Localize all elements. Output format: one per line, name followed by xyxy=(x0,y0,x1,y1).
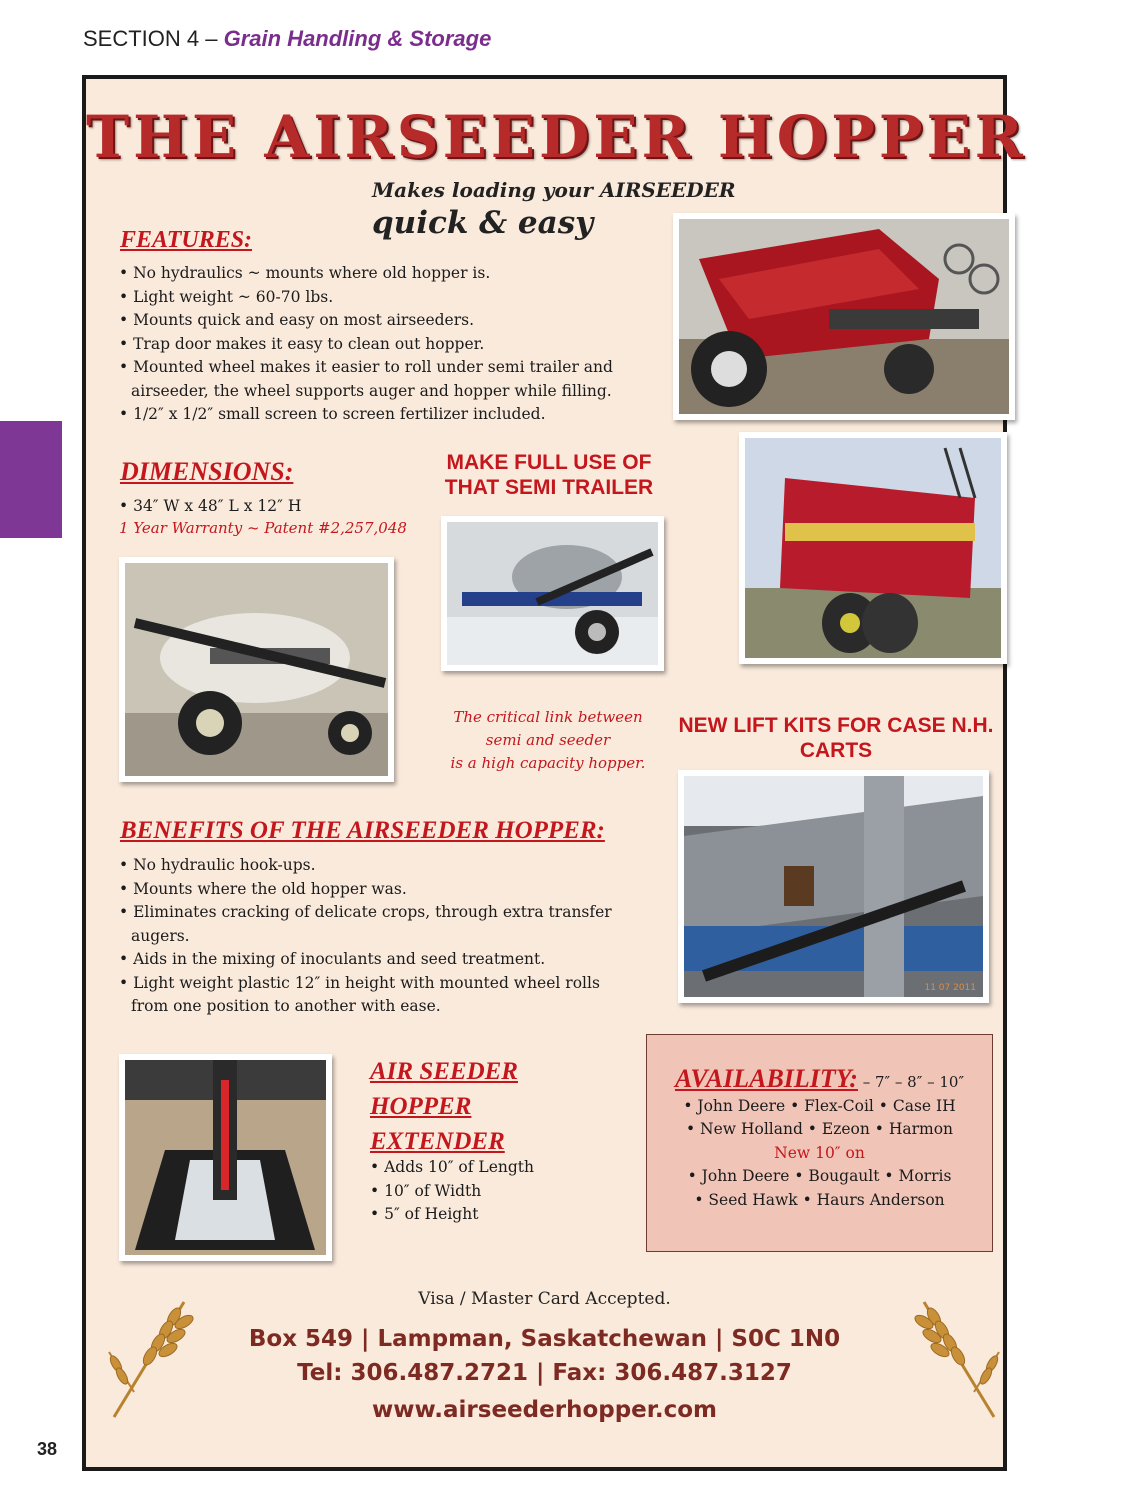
caption-line: semi and seeder xyxy=(485,731,611,749)
photo-lift-kit xyxy=(678,770,989,1003)
section-header xyxy=(83,26,491,52)
availability-heading: AVAILABILITY: xyxy=(674,1064,858,1093)
features-list xyxy=(119,262,639,427)
list-item: • Mounted wheel makes it easier to roll under semi trailer and airseeder, the wheel supports auger and hopper while filling. xyxy=(119,356,639,403)
photo-hopper-extender xyxy=(119,1054,332,1261)
availability-box xyxy=(646,1034,993,1252)
section-title: Grain Handling & Storage xyxy=(223,26,492,51)
extender-list xyxy=(370,1156,590,1227)
list-item: • No hydraulic hook-ups. xyxy=(119,854,639,878)
list-item: • Light weight ~ 60-70 lbs. xyxy=(119,286,639,310)
contact-address: Box 549 | Lampman, Saskatchewan | S0C 1N0 xyxy=(248,1326,841,1352)
availability-line: • Seed Hawk • Haurs Anderson xyxy=(694,1190,945,1209)
photo-semi-hopper xyxy=(441,516,664,671)
contact-phone: Tel: 306.487.2721 | Fax: 306.487.3127 xyxy=(297,1360,792,1386)
availability-line: • John Deere • Bougault • Morris xyxy=(687,1167,952,1185)
benefits-heading: BENEFITS OF THE AIRSEEDER HOPPER: xyxy=(120,817,605,844)
list-item: • Trap door makes it easy to clean out hopper. xyxy=(119,333,639,357)
lift-kits-caption: NEW LIFT KITS FOR CASE N.H. CARTS xyxy=(678,714,994,762)
list-item: • Mounts quick and easy on most airseeders. xyxy=(119,309,639,333)
extender-heading xyxy=(370,1054,518,1159)
list-item: • No hydraulics ~ mounts where old hopper is. xyxy=(119,262,639,286)
list-item: • 5″ of Height xyxy=(370,1203,590,1227)
availability-title xyxy=(647,1064,992,1095)
caption-line: The critical link between xyxy=(453,708,643,726)
semi-trailer-caption: MAKE FULL USE OF THAT SEMI TRAILER xyxy=(444,451,654,499)
availability-new-label: New 10″ on xyxy=(774,1143,865,1162)
extender-heading-line: HOPPER xyxy=(370,1093,472,1120)
section-side-tab xyxy=(0,421,62,538)
warranty-text: 1 Year Warranty ~ Patent #2,257,048 xyxy=(119,519,407,537)
dimensions-heading: DIMENSIONS: xyxy=(120,457,294,486)
tagline-line1: Makes loading your AIRSEEDER xyxy=(372,178,736,202)
photo-date-stamp: 11 07 2011 xyxy=(924,983,976,993)
extender-heading-line: AIR SEEDER xyxy=(370,1058,518,1085)
availability-line: • New Holland • Ezeon • Harmon xyxy=(685,1120,954,1138)
critical-link-caption xyxy=(438,706,658,775)
photo-airseeder-hopper xyxy=(119,557,394,782)
caption-line: is a high capacity hopper. xyxy=(450,754,646,772)
dimensions-size: • 34″ W x 48″ L x 12″ H xyxy=(119,497,301,515)
photo-seed-hawk-cart xyxy=(739,432,1007,664)
benefits-list xyxy=(119,854,639,1019)
section-prefix: SECTION 4 – xyxy=(83,26,218,51)
list-item: • 1/2″ x 1/2″ small screen to screen fertilizer included. xyxy=(119,403,639,427)
list-item: • Adds 10″ of Length xyxy=(370,1156,590,1180)
availability-line: • John Deere • Flex-Coil • Case IH xyxy=(683,1096,956,1115)
list-item: • Aids in the mixing of inoculants and seed treatment. xyxy=(119,948,639,972)
tagline-line2: quick & easy xyxy=(372,205,594,241)
extender-heading-line: EXTENDER xyxy=(370,1128,505,1155)
ad-title: THE AIRSEEDER HOPPER xyxy=(86,103,1027,171)
page-number: 38 xyxy=(37,1439,58,1459)
list-item: • Mounts where the old hopper was. xyxy=(119,878,639,902)
contact-website[interactable]: www.airseederhopper.com xyxy=(372,1397,717,1423)
payment-note: Visa / Master Card Accepted. xyxy=(418,1289,671,1309)
list-item: • Eliminates cracking of delicate crops, through extra transfer augers. xyxy=(119,901,639,948)
availability-sizes: – 7″ – 8″ – 10″ xyxy=(857,1073,965,1091)
list-item: • 10″ of Width xyxy=(370,1180,590,1204)
features-heading: FEATURES: xyxy=(120,227,253,253)
advertisement xyxy=(82,75,1027,1471)
list-item: • Light weight plastic 12″ in height with mounted wheel rolls from one position to another with ease. xyxy=(119,972,639,1019)
photo-red-air-cart xyxy=(673,213,1015,420)
